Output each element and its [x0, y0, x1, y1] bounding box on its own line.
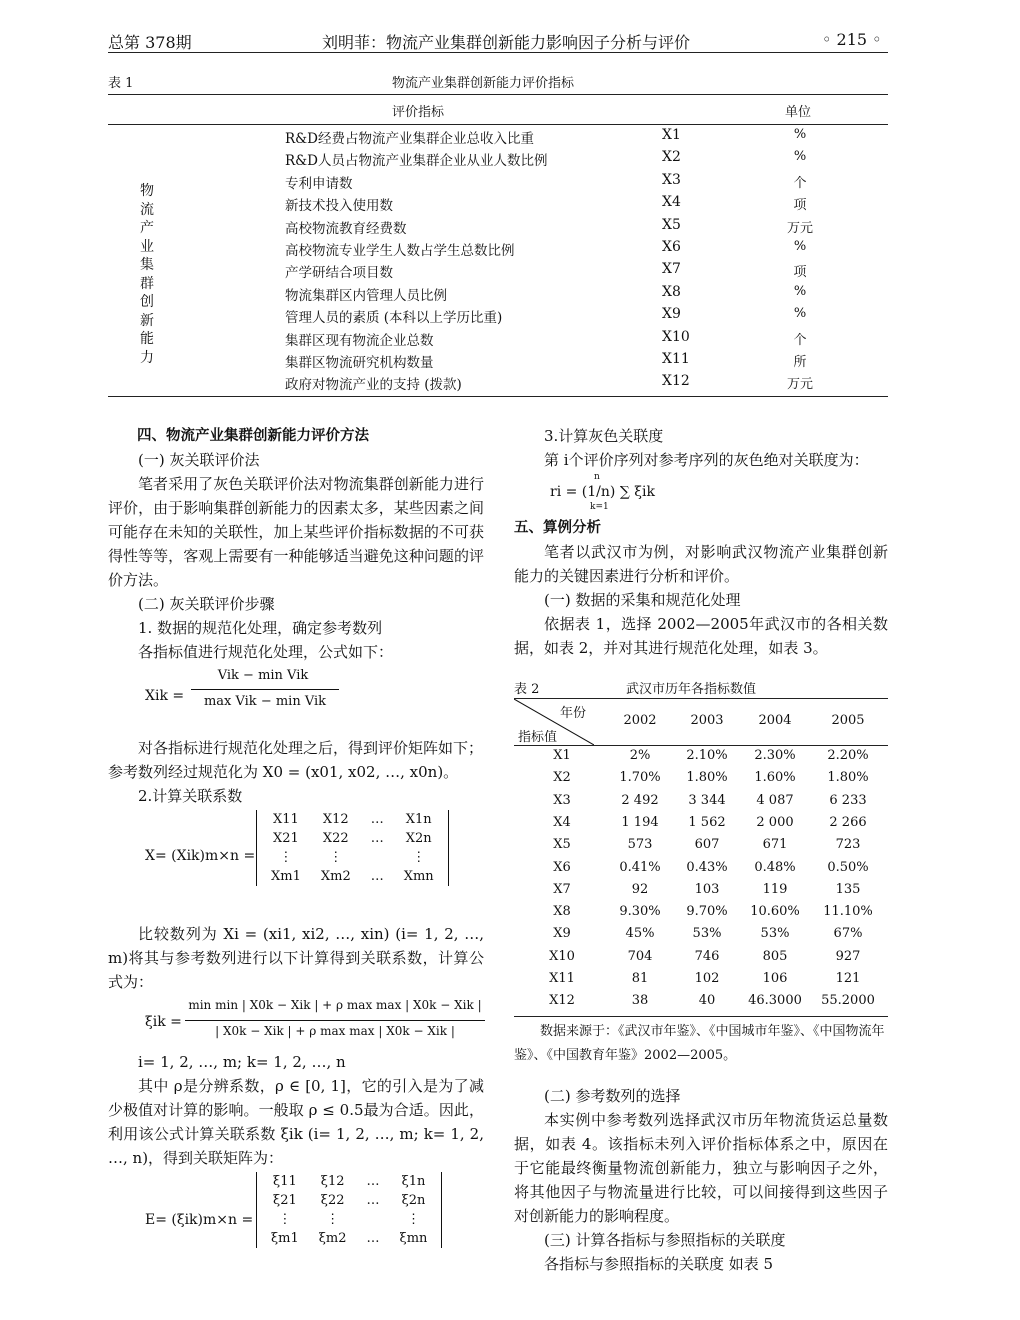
table1-row-unit: %: [793, 306, 807, 322]
step-2: 2.计算关联系数: [138, 787, 243, 805]
paragraph-grey-degree: 第 i个评价序列对参考序列的灰色绝对关联度为：: [544, 451, 869, 469]
matrix-x: [256, 810, 449, 886]
table2-row-code: X12: [549, 993, 575, 1009]
table2-cell: 723: [835, 837, 861, 853]
table1-label: 表 1: [108, 76, 134, 91]
table2-cell: 10.60%: [750, 904, 800, 920]
table2-cell: 102: [694, 971, 720, 986]
matrix-row: [261, 1191, 437, 1210]
matrix-cell: [361, 848, 394, 867]
matrix-cell: ξ22: [320, 1193, 345, 1208]
paragraph-comparison: 比较数列为 Xi = (xi1, xi2, …, xin) (i= 1, 2, …, m)将其与参考数列进行以下计算得到关联系数，计算公式为：: [108, 925, 484, 991]
formula5: ri = (1/n) ∑ ξik: [550, 484, 655, 500]
formula-relational-degree: [550, 472, 655, 512]
table2-cell: 2.10%: [686, 748, 728, 763]
table2-label: 表 2: [514, 682, 540, 697]
table2-cell: 607: [694, 837, 720, 853]
matrix-cell: X21: [273, 831, 299, 846]
table2-cell: 119: [762, 881, 788, 897]
table1-row-name: 管理人员的素质 (本科以上学历比重): [285, 310, 503, 327]
page-number: ◦ 215 ◦: [822, 30, 882, 49]
matrix-cell: ξ21: [273, 1193, 297, 1208]
table1-row-code: X10: [662, 328, 690, 345]
table1-row-code: X5: [662, 216, 681, 233]
table2-cell: 45%: [625, 926, 655, 942]
header-rule: [108, 52, 888, 53]
table1-row-unit: 项: [793, 265, 807, 281]
left-column-2: [108, 736, 484, 808]
formula-matrix-e: [145, 1212, 253, 1228]
matrix-cell: ξ11: [273, 1174, 297, 1189]
table1-header-rule: [108, 124, 888, 125]
table2-cell: 81: [631, 971, 649, 986]
table2-row-code: X2: [553, 770, 571, 786]
table2-cell: 38: [631, 993, 649, 1009]
table1-row-name: 产学研结合项目数: [285, 265, 393, 282]
subsection-correlation: (三) 计算各指标与参照指标的关联度: [544, 1231, 786, 1249]
table1-row-name: 高校物流专业学生人数占学生总数比例: [285, 243, 515, 259]
right-column-3: [514, 1084, 888, 1276]
matrix-cell: ξ1n: [401, 1174, 426, 1189]
table1-row-name: 集群区现有物流企业总数: [285, 332, 434, 349]
table2-cell: 1.80%: [827, 770, 869, 786]
table2-row-code: X3: [553, 792, 571, 808]
table1-row-code: X7: [662, 261, 681, 278]
matrix-cell: Xmn: [403, 869, 434, 884]
table2-cell: 671: [762, 837, 788, 853]
table2-cell: 11.10%: [823, 904, 873, 920]
table1-caption: 物流产业集群创新能力评价指标: [392, 76, 575, 91]
subsection-grey-relational: (一) 灰关联评价法: [138, 451, 260, 469]
table2-row-code: X9: [553, 926, 571, 942]
table1-row-code: X6: [662, 239, 681, 255]
table2-row-code: X1: [553, 748, 571, 763]
formula5-upper: n: [594, 472, 600, 482]
table1-row-code: X9: [662, 306, 681, 323]
formula-matrix-x: [145, 848, 255, 864]
table2-corner-year: 年份: [560, 706, 587, 721]
matrix-row: [261, 848, 444, 867]
matrix-cell: ξmn: [399, 1231, 428, 1246]
table2-cell: 1 562: [688, 814, 726, 830]
table1-row-name: R&D人员占物流产业集群企业从业人数比例: [285, 153, 548, 170]
table2-cell: 135: [835, 881, 861, 897]
matrix-cell: ⋮: [326, 1212, 340, 1227]
table1-row-name: 集群区物流研究机构数量: [285, 355, 434, 371]
matrix-row: [261, 1172, 437, 1191]
table2-cell: 1.70%: [619, 770, 661, 786]
left-column: [108, 424, 484, 664]
table1-col-indicator: 评价指标: [392, 105, 445, 120]
matrix-row: [261, 867, 444, 886]
subsection-steps: (二) 灰关联评价步骤: [138, 595, 275, 613]
right-column: [514, 424, 888, 472]
table2-cell: 92: [631, 881, 649, 897]
table1-row-code: X2: [662, 149, 681, 166]
table1-row-code: X8: [662, 283, 681, 300]
matrix-cell: X22: [322, 831, 349, 846]
table2-cell: 1 194: [621, 814, 659, 830]
step-1: 1. 数据的规范化处理，确定参考数列: [138, 619, 383, 637]
matrix-cell: X12: [322, 812, 349, 827]
table2-cell: 1.80%: [686, 770, 728, 786]
matrix-cell: …: [366, 1193, 380, 1208]
paragraph-normalize: 各指标值进行规范化处理，公式如下：: [138, 643, 394, 661]
table2-cell: 2 000: [756, 814, 794, 830]
journal-issue: 总第 378期: [108, 33, 192, 52]
matrix-cell: …: [370, 812, 384, 827]
table2-cell: 746: [694, 948, 720, 964]
table1-row-name: R&D经费占物流产业集群企业总收入比重: [285, 131, 535, 147]
formula3-denominator: | X0k − Xik | + ρ max max | X0k − Xik |: [215, 1024, 455, 1038]
table2-cell: 573: [627, 837, 653, 853]
table2-source: [514, 1020, 890, 1068]
matrix-row: [261, 810, 444, 829]
table2-cell: 40: [698, 993, 716, 1009]
table2-row-code: X6: [553, 859, 571, 875]
matrix-cell: X1n: [405, 812, 432, 827]
table2-row-code: X7: [553, 881, 571, 897]
matrix-cell: …: [370, 869, 384, 884]
matrix-cell: [357, 1210, 390, 1229]
matrix-cell: ⋮: [406, 1212, 420, 1227]
table2-cell: 67%: [833, 926, 863, 942]
table2-row-code: X5: [553, 837, 571, 853]
table1-row-name: 新技术投入使用数: [285, 198, 393, 215]
matrix-cell: ξm1: [271, 1231, 299, 1246]
section-4-heading: 四、物流产业集群创新能力评价方法: [137, 428, 369, 444]
left-column-3: [108, 922, 484, 994]
matrix-row: [261, 1210, 437, 1229]
formula3-lhs: ξik =: [145, 1014, 182, 1030]
matrix-cell: ⋮: [278, 1212, 292, 1227]
table1-row-unit: 个: [793, 332, 807, 348]
table1-row-unit: 项: [793, 198, 807, 214]
table1-row-name: 物流集群区内管理人员比例: [285, 287, 447, 304]
matrix-cell: ξm2: [318, 1231, 347, 1246]
table2-cell: 2.30%: [754, 748, 796, 763]
table2-cell: 46.3000: [748, 993, 802, 1009]
table2-cell: 3 344: [688, 792, 726, 808]
matrix-cell: …: [366, 1174, 380, 1189]
matrix-cell: ⋮: [412, 850, 426, 865]
formula1-numerator: Vik − min Vik: [217, 668, 309, 683]
table2-caption: 武汉市历年各指标数值: [626, 682, 757, 697]
matrix-cell: ⋮: [279, 850, 293, 865]
table2-year: 2003: [690, 713, 724, 728]
table2-header-rule: [514, 745, 888, 746]
subsection-reference: (二) 参考数列的选择: [544, 1087, 681, 1105]
table1-row-unit: %: [793, 283, 807, 299]
table2-cell: 2%: [629, 748, 651, 763]
matrix-cell: X2n: [405, 831, 432, 846]
step-3: 3.计算灰色关联度: [544, 427, 664, 445]
table1-row-unit: 个: [793, 175, 807, 191]
formula4-lhs: E= (ξik)m×n =: [145, 1212, 254, 1228]
table2-cell: 9.70%: [686, 904, 728, 920]
formula-coefficient: [145, 1000, 485, 1040]
table2-corner-indicator: 指标值: [518, 730, 558, 745]
table1-row-code: X11: [662, 351, 690, 367]
formula5-lower: k=1: [590, 502, 609, 512]
table1-bottom-rule: [108, 396, 888, 397]
matrix-cell: …: [370, 831, 384, 846]
paragraph-method: 笔者采用了灰色关联评价法对物流集群创新能力进行评价，由于影响集群创新能力的因素太多，某些因素之间可能存在未知的关联性，加上某些评价指标数据的不可获得性等等，客观上需要有一种能够适当避免这种问题的评价方法。: [108, 475, 484, 589]
paragraph-matrix-intro: 对各指标进行规范化处理之后，得到评价矩阵如下；参考数列经过规范化为 X0 = (x01, x02, …, x0n)。: [108, 739, 484, 781]
table1-col-unit: 单位: [785, 105, 812, 120]
matrix-row: [261, 1229, 437, 1248]
table1-row-unit: 万元: [786, 220, 813, 236]
table1-row-code: X12: [662, 373, 690, 390]
table2-bottom-rule: [514, 1016, 888, 1017]
table1-row-unit: 万元: [786, 377, 813, 393]
table1-group-label: 物流产业集群创新能力: [140, 183, 154, 366]
table2-cell: 4 087: [756, 792, 794, 808]
table2-year: 2004: [758, 713, 792, 728]
table2-cell: 0.41%: [619, 859, 661, 875]
paragraph-table-ref: 依据表 1，选择 2002—2005年武汉市的各相关数据，如表 2，并对其进行规范化处理，如表 3。: [514, 615, 888, 657]
matrix-cell: X11: [273, 812, 299, 827]
paragraph-case: 笔者以武汉市为例，对影响武汉物流产业集群创新能力的关键因素进行分析和评价。: [514, 543, 888, 585]
formula2-lhs: X= (Xik)m×n =: [145, 848, 256, 864]
matrix-cell: …: [366, 1231, 380, 1246]
matrix-row: [261, 829, 444, 848]
formula1-fraction-bar: [191, 689, 339, 690]
table1-row-name: 专利申请数: [285, 175, 353, 192]
formula1-lhs: Xik =: [145, 688, 185, 704]
table2-cell: 805: [762, 948, 788, 964]
paragraph-rho: 其中 ρ是分辨系数，ρ ∈ [0, 1]，它的引入是为了减少极值对计算的影响。一般取 ρ ≤ 0.5最为合适。因此，利用该公式计算关联系数 ξik (i= 1, 2, …, m; k= 1, 2, …, n)，得到关联矩阵为：: [108, 1077, 484, 1167]
table2-cell: 2 492: [621, 792, 659, 808]
formula1-denominator: max Vik − min Vik: [203, 694, 327, 709]
table2-cell: 103: [694, 881, 720, 897]
table2-cell: 0.43%: [686, 859, 728, 875]
table2-cell: 121: [835, 971, 861, 986]
formula3-numerator: min min | X0k − Xik | + ρ max max | X0k − Xik |: [188, 998, 482, 1012]
table2-year: 2005: [831, 713, 865, 728]
paragraph-correlation: 各指标与参照指标的关联度 如表 5: [544, 1255, 774, 1273]
table2-source-text: 数据来源于：《武汉市年鉴》、《中国城市年鉴》、《中国物流年鉴》、《中国教育年鉴》2002—2005。: [514, 1024, 885, 1063]
table2-cell: 9.30%: [619, 904, 661, 920]
table2-row-code: X8: [553, 904, 571, 920]
table2-cell: 2.20%: [827, 748, 869, 763]
matrix-cell: Xm2: [320, 869, 351, 884]
table2-row-code: X4: [553, 814, 571, 830]
paragraph-reference: 本实例中参考数列选择武汉市历年物流货运总量数据，如表 4。该指标未列入评价指标体系之中，原因在于它能最终衡量物流创新能力，独立与影响因子之外，将其他因子与物流量进行比较，可以间接得到这些因子对创新能力的影响程度。: [514, 1111, 888, 1225]
right-column-2: [514, 516, 888, 660]
table2-year: 2002: [623, 713, 657, 728]
table1-row-code: X4: [662, 194, 681, 211]
table2-cell: 53%: [692, 926, 722, 942]
table2-row-code: X10: [549, 948, 575, 964]
section-5-heading: 五、算例分析: [514, 520, 601, 536]
table2-cell: 6 233: [829, 792, 867, 808]
table1-row-name: 政府对物流产业的支持 (拨款): [285, 377, 462, 394]
subsection-data-collection: (一) 数据的采集和规范化处理: [544, 591, 741, 609]
running-title: 刘明菲：物流产业集群创新能力影响因子分析与评价: [322, 33, 691, 52]
table1-row-unit: %: [793, 127, 807, 142]
table2-cell: 2 266: [829, 814, 867, 830]
matrix-e: [256, 1172, 442, 1248]
table1-top-rule: [108, 94, 888, 95]
table1-row-unit: %: [793, 239, 807, 254]
matrix-cell: ξ12: [320, 1174, 345, 1189]
table2-cell: 1.60%: [754, 770, 796, 786]
formula3-fraction-bar: [185, 1020, 485, 1021]
table2-cell: 55.2000: [821, 993, 875, 1009]
table1-row-code: X3: [662, 171, 681, 188]
table2-cell: 53%: [760, 926, 790, 942]
table1-row-unit: 所: [793, 355, 807, 370]
left-column-4: [108, 1050, 484, 1170]
table2-cell: 0.48%: [754, 859, 796, 875]
matrix-cell: ξ2n: [401, 1193, 426, 1208]
table2-cell: 0.50%: [827, 859, 869, 875]
table2-row-code: X11: [549, 971, 575, 986]
table1-row-unit: %: [793, 149, 807, 165]
table2-cell: 704: [627, 948, 653, 964]
formula3-condition: i= 1, 2, …, m; k= 1, 2, …, n: [138, 1053, 346, 1071]
matrix-cell: ⋮: [329, 850, 343, 865]
table1-row-name: 高校物流教育经费数: [285, 220, 407, 237]
table2-cell: 927: [835, 948, 861, 964]
table2-cell: 106: [762, 971, 788, 986]
matrix-cell: Xm1: [271, 869, 301, 884]
table1-row-code: X1: [662, 127, 681, 143]
